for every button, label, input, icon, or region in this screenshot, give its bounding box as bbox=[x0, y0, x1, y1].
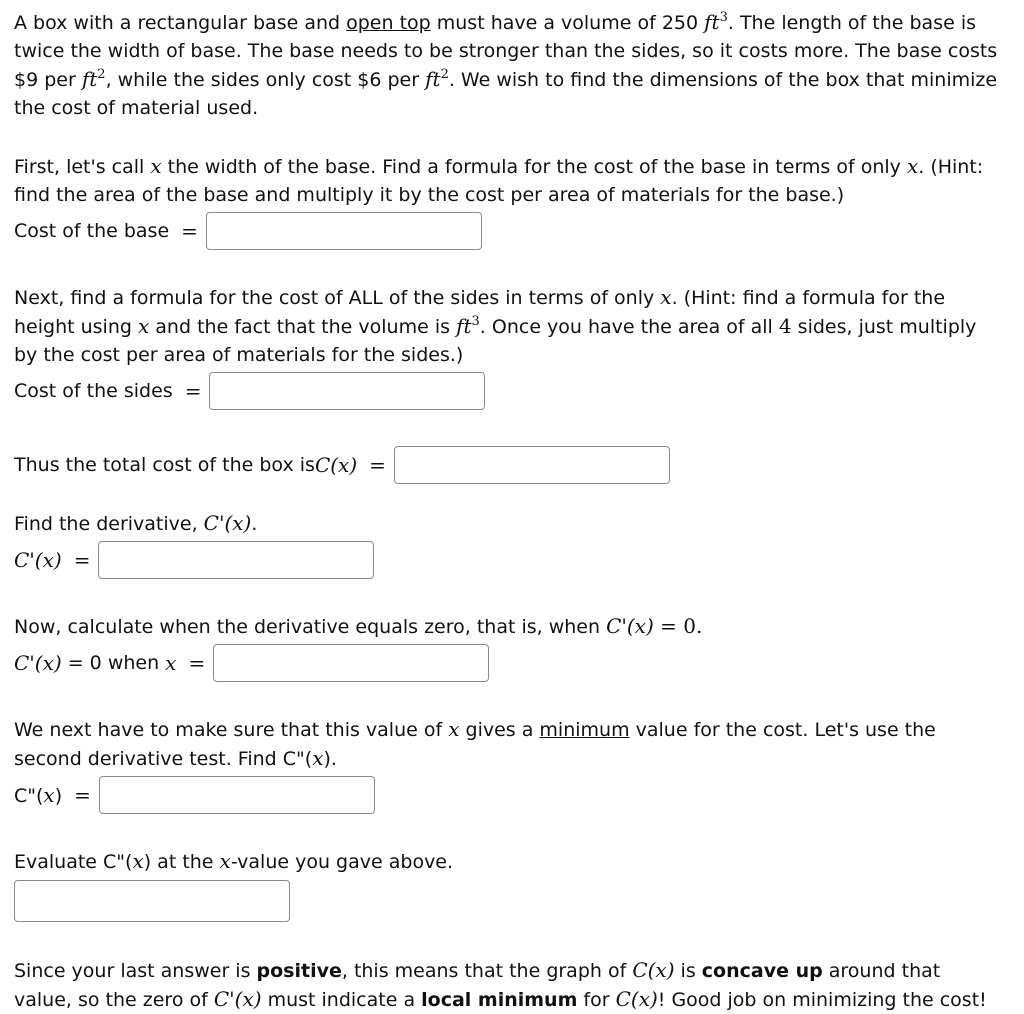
second-derivative-row bbox=[14, 773, 1004, 817]
math-x: x bbox=[906, 154, 919, 178]
bold-positive: positive bbox=[256, 960, 342, 982]
question-base-cost: First, let's call x the width of the base. Find a formula for the cost of the base in terms of only x. (Hint: find the area of the base and multiply it by the cost per area of materials for the base.) bbox=[14, 154, 984, 206]
evaluate-row bbox=[14, 876, 1004, 926]
equals-sign: = bbox=[74, 783, 91, 807]
question-sides-cost: Next, find a formula for the cost of ALL of the sides in terms of only x. (Hint: find a formula for the height using x and the fact that the volume is $ft^3$. Once you have the area of all 4 sides, just multiply by the cost per area of materials for the sides.) bbox=[14, 285, 977, 366]
second-derivative-input[interactable] bbox=[99, 776, 375, 814]
question-derivative: Find the derivative, C'(x). bbox=[14, 511, 258, 535]
ft-squared: $ft^2$ bbox=[81, 67, 106, 91]
math-c-prime: C'(x) bbox=[606, 614, 654, 638]
math-c-of-x: C(x) bbox=[615, 987, 658, 1011]
minimum-underlined: minimum bbox=[539, 719, 630, 741]
derivative-input[interactable] bbox=[98, 541, 374, 579]
equals-sign: = bbox=[184, 379, 202, 403]
intro-text: , while the sides only cost $6 per bbox=[105, 69, 426, 91]
ft-cubed: $ft^3$ bbox=[704, 10, 728, 34]
ft-cubed: $ft^3$ bbox=[456, 314, 480, 338]
math-c-prime: C'(x) bbox=[203, 511, 252, 535]
math-x: x bbox=[448, 717, 460, 741]
problem-page bbox=[14, 8, 1004, 1014]
base-cost-input[interactable] bbox=[206, 212, 482, 250]
math-x: x bbox=[660, 285, 672, 309]
bold-concave-up: concave up bbox=[701, 960, 823, 982]
critical-label-math: C'(x) bbox=[14, 651, 62, 675]
math-x: x bbox=[219, 849, 231, 873]
equals-sign: = bbox=[181, 219, 198, 243]
sides-cost-row bbox=[14, 369, 1004, 413]
sides-cost-label: Cost of the sides bbox=[14, 380, 173, 402]
intro-text: . We wish to find the dimensions of the box that minimize the cost of material used. bbox=[14, 69, 998, 119]
math-x: x bbox=[150, 154, 162, 178]
equals-sign: = bbox=[73, 548, 91, 572]
math-x: x bbox=[165, 651, 177, 675]
math-c-of-x: C(x) bbox=[314, 453, 358, 477]
base-cost-label: Cost of the base bbox=[14, 220, 170, 242]
base-cost-row bbox=[14, 209, 1004, 253]
total-cost-input[interactable] bbox=[394, 446, 670, 484]
question-critical-point: Now, calculate when the derivative equals zero, that is, when C'(x) = 0. bbox=[14, 614, 703, 638]
bold-local-minimum: local minimum bbox=[421, 989, 578, 1011]
ft-squared: $ft^2$ bbox=[425, 67, 449, 91]
number-four: 4 bbox=[778, 314, 792, 338]
math-c-of-x: C(x) bbox=[632, 958, 675, 982]
derivative-row bbox=[14, 538, 1004, 582]
intro-text: A box with a rectangular base and bbox=[14, 12, 347, 34]
math-c-prime: C'(x) bbox=[213, 987, 262, 1011]
critical-label-text: = 0 when bbox=[61, 652, 166, 674]
equals-sign: = bbox=[369, 453, 386, 477]
question-evaluate: Evaluate C"(x) at the x-value you gave above. bbox=[14, 849, 454, 873]
sides-cost-input[interactable] bbox=[209, 372, 485, 410]
math-x: x bbox=[137, 314, 150, 338]
total-cost-label: Thus the total cost of the box is bbox=[14, 454, 315, 476]
critical-point-input[interactable] bbox=[213, 644, 489, 682]
second-derivative-label: C"(x) bbox=[14, 783, 63, 807]
question-second-derivative: We next have to make sure that this value of x gives a minimum value for the cost. Let's use the second derivative test. Find C"(x). bbox=[14, 717, 936, 770]
conclusion-text: Since your last answer is positive, this means that the graph of C(x) is concave up around that value, so the zero of C'(x) must indicate a local minimum for C(x)! Good job on minimizing the cost! bbox=[14, 958, 987, 1011]
intro-text: must have a volume of 250 bbox=[430, 12, 705, 34]
evaluate-input[interactable] bbox=[14, 880, 290, 922]
open-top-underlined: open top bbox=[346, 12, 431, 34]
derivative-label: C'(x) bbox=[14, 548, 62, 572]
problem-intro bbox=[14, 8, 1004, 122]
critical-point-row bbox=[14, 641, 1004, 685]
math-x: x bbox=[132, 849, 144, 873]
total-cost-row bbox=[14, 443, 1004, 487]
equals-zero: = 0. bbox=[653, 614, 703, 638]
intro-text: . The length of the base is twice the width of base. The base needs to be stronger than the sides, so it costs more. The base costs $9 per bbox=[14, 12, 998, 91]
math-x: x bbox=[312, 746, 324, 770]
equals-sign: = bbox=[188, 651, 206, 675]
